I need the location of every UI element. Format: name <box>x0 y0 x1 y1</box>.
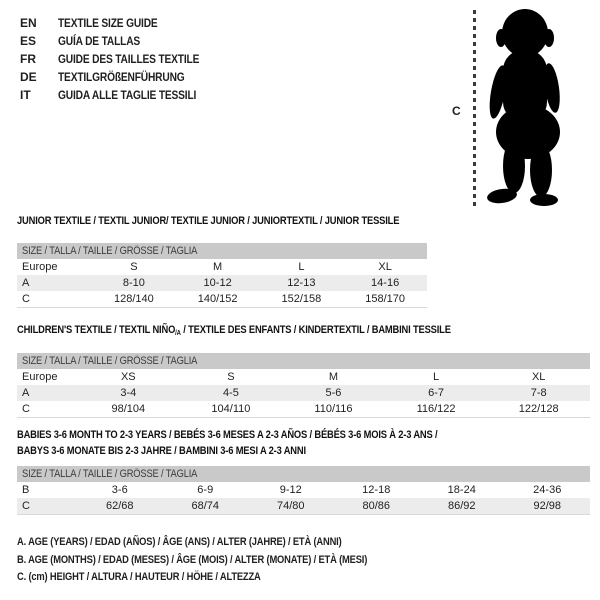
junior-table-title: JUNIOR TEXTILE / TEXTIL JUNIOR/ TEXTILE JUNIOR / JUNIORTEXTIL / JUNIOR TESSILE <box>17 215 400 227</box>
row-label: A <box>22 277 30 289</box>
size-header-bar: SIZE / TALLA / TAILLE / GRÖSSE / TAGLIA <box>17 466 590 482</box>
height-dashed-line <box>473 10 476 206</box>
table-cell: 92/98 <box>533 500 562 512</box>
footnotes <box>17 534 429 587</box>
height-measure-label: C <box>452 104 461 118</box>
row-label: A <box>22 387 30 399</box>
table-cell: 9-12 <box>279 484 302 496</box>
junior-textile-section <box>17 214 467 308</box>
table-cell: 62/68 <box>105 500 134 512</box>
table-row <box>17 385 590 401</box>
language-code: ES <box>20 34 37 48</box>
table-row <box>17 369 590 385</box>
table-cell: 12-13 <box>287 277 316 289</box>
language-code: FR <box>20 52 36 66</box>
table-cell: 74/80 <box>276 500 305 512</box>
language-row <box>20 68 224 86</box>
table-cell: 18-24 <box>447 484 476 496</box>
row-label: C <box>22 500 30 512</box>
table-cell: XL <box>378 261 392 273</box>
table-cell: 68/74 <box>191 500 220 512</box>
language-row <box>20 50 224 68</box>
table-cell: 12-18 <box>362 484 391 496</box>
table-cell: S <box>227 371 235 383</box>
table-cell: 6-7 <box>428 387 445 399</box>
babies-table-title: BABIES 3-6 MONTH TO 2-3 YEARS / BEBÉS 3-6 MESES A 2-3 AÑOS / BÉBÉS 3-6 MOIS À 2-3 ANS / BABYS 3-6 MONATE BIS 2-3 JAHRE / BAMBINI 3-6 MESI A 2-3 ANNI <box>17 429 438 457</box>
size-header-bar: SIZE / TALLA / TAILLE / GRÖSSE / TAGLIA <box>17 353 590 369</box>
language-label: GUIDE DES TAILLES TEXTILE <box>58 52 200 66</box>
table-cell: XL <box>531 371 546 383</box>
row-label: C <box>22 403 30 415</box>
table-row <box>17 401 590 418</box>
baby-silhouette-icon <box>484 8 570 206</box>
language-row <box>20 32 224 50</box>
children-size-table <box>17 369 590 418</box>
table-cell: 4-5 <box>222 387 239 399</box>
table-cell: 104/110 <box>211 403 251 415</box>
row-label: C <box>22 293 30 305</box>
table-cell: 152/158 <box>281 293 322 305</box>
table-cell: 24-36 <box>533 484 562 496</box>
table-cell: 3-6 <box>111 484 128 496</box>
table-cell: S <box>130 261 138 273</box>
language-row <box>20 86 224 104</box>
table-cell: 14-16 <box>371 277 400 289</box>
language-code: DE <box>20 70 37 84</box>
table-cell: 10-12 <box>203 277 232 289</box>
table-cell: 140/152 <box>197 293 238 305</box>
table-cell: 5-6 <box>325 387 342 399</box>
row-label: B <box>22 484 30 496</box>
table-cell: M <box>328 371 339 383</box>
table-cell: 98/104 <box>111 403 146 415</box>
footnote-a: A. AGE (YEARS) / EDAD (AÑOS) / ÂGE (ANS) / ALTER (JAHRE) / ETÀ (ANNI) <box>17 536 342 548</box>
table-cell: 3-4 <box>120 387 137 399</box>
language-list <box>20 14 224 104</box>
children-table-title: CHILDREN'S TEXTILE / TEXTIL $NIÑO_{/A}$ / TEXTILE DES ENFANTS / KINDERTEXTIL / BAMBINI TESSILE <box>17 324 451 337</box>
children-textile-section <box>17 323 590 418</box>
table-cell: 7-8 <box>530 387 547 399</box>
table-cell: M <box>213 261 223 273</box>
language-label: TEXTILE SIZE GUIDE <box>58 16 158 30</box>
table-row <box>17 275 427 291</box>
table-cell: 110/116 <box>314 403 353 415</box>
table-cell: 158/170 <box>365 293 405 305</box>
table-cell: 116/122 <box>416 403 456 415</box>
row-label: Europe <box>22 371 58 383</box>
language-label: GUIDA ALLE TAGLIE TESSILI <box>58 88 197 102</box>
table-cell: 128/140 <box>113 293 154 305</box>
table-cell: 6-9 <box>197 484 214 496</box>
babies-textile-section <box>17 427 590 515</box>
footnote-c: C. (cm) HEIGHT / ALTURA / HAUTEUR / HÖHE / ALTEZZA <box>17 571 261 583</box>
table-cell: 80/86 <box>362 500 391 512</box>
language-code: EN <box>20 16 37 30</box>
table-row <box>17 291 427 308</box>
table-row <box>17 482 590 498</box>
size-header-bar: SIZE / TALLA / TAILLE / GRÖSSE / TAGLIA <box>17 243 427 259</box>
table-cell: 8-10 <box>122 277 145 289</box>
language-label: TEXTILGRÖßENFÜHRUNG <box>58 70 185 84</box>
table-cell: L <box>433 371 440 383</box>
table-cell: XS <box>120 371 136 383</box>
table-row <box>17 259 427 275</box>
language-row <box>20 14 224 32</box>
table-row <box>17 498 590 515</box>
footnote-b: B. AGE (MONTHS) / EDAD (MESES) / ÂGE (MOIS) / ALTER (MONATE) / ETÀ (MESI) <box>17 553 368 566</box>
language-label: GUÍA DE TALLAS <box>58 34 141 48</box>
junior-size-table <box>17 259 427 308</box>
row-label: Europe <box>22 261 58 273</box>
language-code: IT <box>20 88 31 102</box>
babies-size-table <box>17 482 590 515</box>
table-cell: 122/128 <box>518 403 559 415</box>
table-cell: L <box>298 261 305 273</box>
table-cell: 86/92 <box>447 500 476 512</box>
